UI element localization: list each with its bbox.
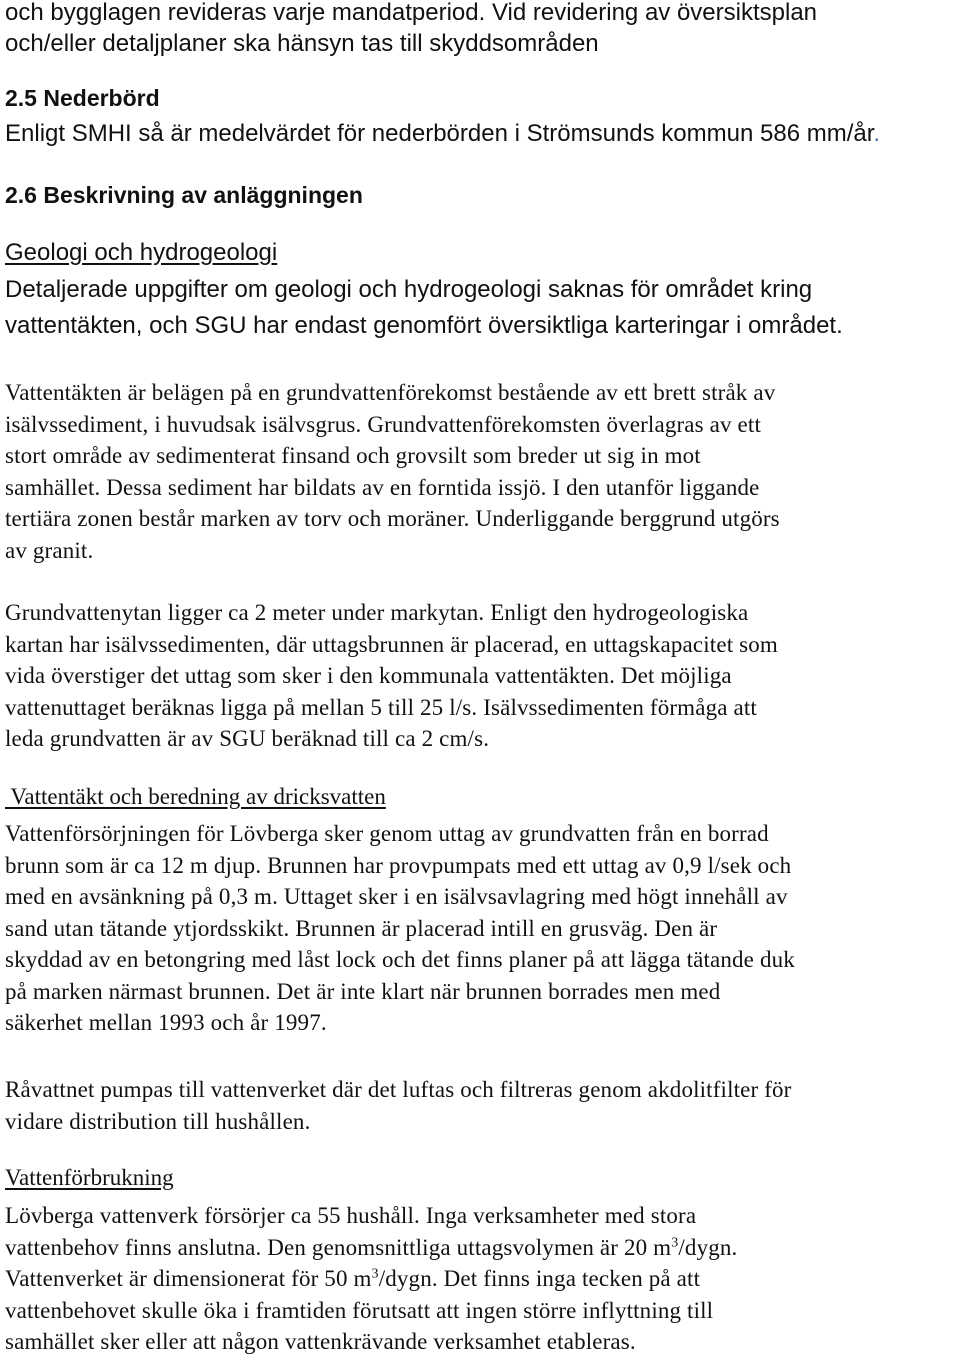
paragraph-line: isälvssediment, i huvudsak isälvsgrus. Grundvattenförekomsten överlagras av ett xyxy=(5,411,761,437)
paragraph-line: Vattentäkten är belägen på en grundvattenförekomst bestående av ett brett stråk av xyxy=(5,380,776,405)
paragraph-line: vida överstiger det uttag som sker i den kommunala vattentäkten. Det möjliga xyxy=(5,663,732,688)
forbrukning-subheading: Vattenförbrukning xyxy=(5,1165,174,1190)
geologi-subheading: Geologi och hydrogeologi xyxy=(5,239,278,266)
paragraph-line: säkerhet mellan 1993 och år 1997. xyxy=(5,1010,327,1035)
paragraph-line: vattenbehovet skulle öka i framtiden förutsatt att ingen större inflyttning till xyxy=(5,1297,714,1323)
paragraph-line: vidare distribution till hushållen. xyxy=(5,1108,311,1134)
paragraph-line: skyddad av en betongring med låst lock och det finns planer på att lägga tätande duk xyxy=(5,947,795,972)
paragraph-line: Vattenförsörjningen för Lövberga sker genom uttag av grundvatten från en borrad xyxy=(5,821,769,846)
intro-line-1: och bygglagen revideras varje mandatperiod. Vid revidering av översiktsplan xyxy=(5,0,818,26)
paragraph-line: på marken närmast brunnen. Det är inte klart när brunnen borrades men med xyxy=(5,978,721,1004)
paragraph-line: vattenuttaget beräknas ligga på mellan 5 till 25 l/s. Isälvssedimenten förmåga att xyxy=(5,694,757,720)
intro-line-2: och/eller detaljplaner ska hänsyn tas till skyddsområden xyxy=(5,30,599,57)
forbrukning-paragraph xyxy=(5,1200,960,1358)
geologi-paragraph-3 xyxy=(5,597,960,755)
geologi-p1-line-2: vattentäkten, och SGU har endast genomfört översiktliga karteringar i området. xyxy=(5,312,843,339)
paragraph-line: Lövberga vattenverk försörjer ca 55 hushåll. Inga verksamheter med stora xyxy=(5,1203,697,1228)
paragraph-line: av granit. xyxy=(5,537,94,563)
section-heading-2-6: 2.6 Beskrivning av anläggningen xyxy=(5,182,363,208)
vattentakt-subheading: Vattentäkt och beredning av dricksvatten xyxy=(5,784,386,809)
paragraph-line: samhället. Dessa sediment har bildats av en forntida issjö. I den utanför liggande xyxy=(5,474,760,500)
paragraph-line: med en avsänkning på 0,3 m. Uttaget sker i en isälvsavlagring med högt innehåll av xyxy=(5,884,788,909)
vattentakt-paragraph-1 xyxy=(5,818,960,1039)
paragraph-line: tertiära zonen består marken av torv och moräner. Underliggande berggrund utgörs xyxy=(5,506,780,531)
paragraph-line: sand utan tätande ytjordsskikt. Brunnen är placerad intill en grusväg. Den är xyxy=(5,915,718,941)
nederbord-text: Enligt SMHI så är medelvärdet för nederbörden i Strömsunds kommun 586 mm/år. xyxy=(5,120,881,147)
paragraph-line: samhället sker eller att någon vattenkrävande verksamhet etableras. xyxy=(5,1329,636,1354)
paragraph-line: Grundvattenytan ligger ca 2 meter under markytan. Enligt den hydrogeologiska xyxy=(5,600,749,625)
paragraph-line: stort område av sedimenterat finsand och grovsilt som breder ut sig in mot xyxy=(5,443,701,468)
paragraph-line: vattenbehov finns anslutna. Den genomsnittliga uttagsvolymen är 20 $m^3$/dygn. xyxy=(5,1234,738,1260)
paragraph-line: leda grundvatten är av SGU beräknad till ca 2 cm/s. xyxy=(5,726,490,751)
paragraph-line: kartan har isälvssedimenten, där uttagsbrunnen är placerad, en uttagskapacitet som xyxy=(5,631,778,657)
paragraph-line: Vattenverket är dimensionerat för 50 $m^3$/dygn. Det finns inga tecken på att xyxy=(5,1266,701,1291)
section-heading-2-5: 2.5 Nederbörd xyxy=(5,85,160,111)
geologi-paragraph-2 xyxy=(5,377,960,566)
paragraph-line: Råvattnet pumpas till vattenverket där det luftas och filtreras genom akdolitfilter för xyxy=(5,1077,792,1102)
vattentakt-paragraph-2 xyxy=(5,1074,960,1137)
geologi-p1-line-1: Detaljerade uppgifter om geologi och hydrogeologi saknas för området kring xyxy=(5,276,813,303)
paragraph-line: brunn som är ca 12 m djup. Brunnen har provpumpats med ett uttag av 0,9 l/sek och xyxy=(5,852,792,878)
